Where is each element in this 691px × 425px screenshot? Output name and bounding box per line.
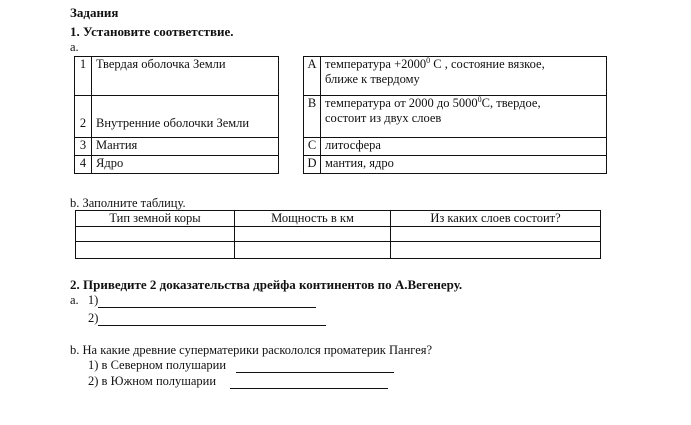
right-row-c-letter: C bbox=[304, 138, 321, 156]
left-row-2-num: 2 bbox=[75, 96, 92, 138]
left-row-4-num: 4 bbox=[75, 156, 92, 174]
right-row-b-line2: состоит из двух слоев bbox=[325, 111, 442, 125]
answer-line-north[interactable] bbox=[236, 360, 394, 373]
fill-header-crust-type: Тип земной коры bbox=[76, 211, 235, 227]
right-row-a-text bbox=[321, 57, 607, 96]
page-title: Задания bbox=[70, 5, 119, 20]
left-row-3-text: Мантия bbox=[92, 138, 279, 156]
fill-cell[interactable] bbox=[76, 242, 235, 259]
right-row-b-text bbox=[321, 96, 607, 138]
right-row-a-letter: A bbox=[304, 57, 321, 96]
task2-b-item-1: 1) в Северном полушарии bbox=[88, 358, 227, 372]
task1-part-a-label: a. bbox=[70, 40, 79, 54]
right-row-a-sup: 0 bbox=[426, 55, 431, 65]
answer-line-1[interactable] bbox=[98, 295, 316, 308]
task2-b-row-1 bbox=[88, 358, 394, 373]
left-match-table bbox=[74, 56, 279, 174]
task1-part-b-label: b. Заполните таблицу. bbox=[70, 196, 186, 210]
right-row-d-text: мантия, ядро bbox=[321, 156, 607, 174]
task1-heading: 1. Установите соответствие. bbox=[70, 24, 234, 39]
answer-line-2[interactable] bbox=[98, 313, 326, 326]
left-row-1-text: Твердая оболочка Земли bbox=[92, 57, 279, 96]
task2-a-item-1: 1) bbox=[87, 293, 99, 307]
fill-cell[interactable] bbox=[235, 227, 391, 242]
right-row-a-line1b: С , состояние вязкое, bbox=[430, 57, 545, 71]
fill-cell[interactable] bbox=[235, 242, 391, 259]
task2-part-b-question: b. На какие древние суперматерики раскололся проматерик Пангея? bbox=[70, 343, 433, 357]
left-row-3-num: 3 bbox=[75, 138, 92, 156]
right-row-b-letter: B bbox=[304, 96, 321, 138]
fill-cell[interactable] bbox=[391, 242, 601, 259]
task2-heading: 2. Приведите 2 доказательства дрейфа континентов по А.Вегенеру. bbox=[70, 277, 463, 292]
left-row-4-text: Ядро bbox=[92, 156, 279, 174]
right-row-b-sup: 0 bbox=[477, 94, 482, 104]
fill-cell[interactable] bbox=[391, 227, 601, 242]
task2-b-item-2: 2) в Южном полушарии bbox=[88, 374, 217, 388]
right-row-c-text: литосфера bbox=[321, 138, 607, 156]
right-match-table bbox=[303, 56, 607, 174]
right-row-a-line2: ближе к твердому bbox=[325, 72, 420, 86]
fill-header-layers: Из каких слоев состоит? bbox=[391, 211, 601, 227]
left-row-2-text: Внутренние оболочки Земли bbox=[92, 96, 279, 138]
task2-part-a-label: a. bbox=[70, 293, 79, 307]
left-row-1-num: 1 bbox=[75, 57, 92, 96]
task2-b-row-2 bbox=[88, 374, 388, 389]
answer-line-south[interactable] bbox=[230, 376, 388, 389]
fill-cell[interactable] bbox=[76, 227, 235, 242]
fill-in-table bbox=[75, 210, 601, 259]
fill-header-thickness: Мощность в км bbox=[235, 211, 391, 227]
task2-a-item-2: 2) bbox=[88, 311, 99, 325]
right-row-b-line1b: С, твердое, bbox=[481, 96, 541, 110]
right-row-b-line1: температура от 2000 до 5000 bbox=[325, 96, 478, 110]
task2-a-row-2 bbox=[88, 311, 326, 326]
task2-part-a bbox=[70, 293, 316, 308]
right-row-d-letter: D bbox=[304, 156, 321, 174]
right-row-a-line1: температура +2000 bbox=[325, 57, 427, 71]
